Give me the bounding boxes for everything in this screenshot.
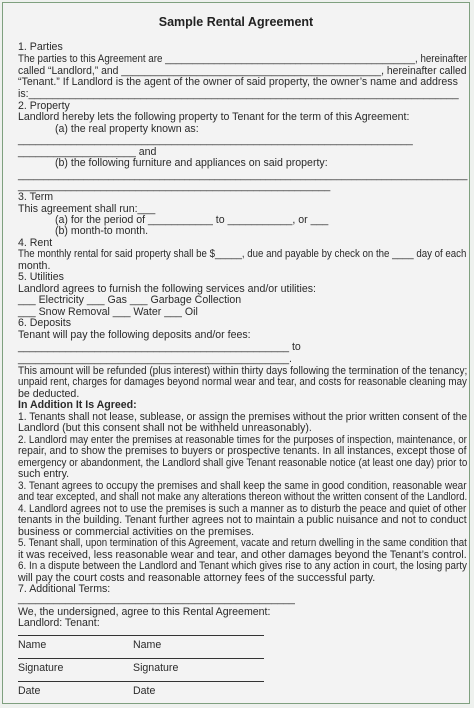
signature-right-rule	[133, 681, 264, 682]
clause-5-line-2: it was received, less reasonable wear and tear, and other damages beyond the Tenant’s control.	[18, 549, 467, 561]
signature-top-rule	[18, 635, 264, 636]
refund-line-3: be deducted.	[18, 388, 80, 400]
name-right-rule	[133, 658, 264, 659]
parties-line-1: The parties to this Agreement are ______________________________________________, hereinafter	[18, 53, 468, 65]
parties-line-4: is:_________________________________________________________________________	[18, 88, 459, 100]
property-item-a: (a) the real property known as:	[55, 123, 199, 135]
parties-line-3: “Tenant.” If Landlord is the agent of the owner of said property, the owner’s name and address	[18, 76, 458, 88]
landlord-tenant-label: Landlord: Tenant:	[18, 617, 100, 629]
term-item-a: (a) for the period of ___________ to ___________, or ___	[55, 214, 329, 226]
document-title: Sample Rental Agreement	[158, 15, 314, 29]
utilities-line-1: Landlord agrees to furnish the following services and/or utilities:	[18, 283, 316, 295]
date-right-label: Date	[133, 685, 156, 697]
signature-left-label: Signature	[18, 662, 64, 674]
section-utilities-heading: 5. Utilities	[18, 271, 64, 283]
section-term-heading: 3. Term	[18, 191, 54, 203]
rent-line-1: The monthly rental for said property shall be $_____, due and payable by check on the ____ day of each	[18, 248, 467, 260]
clause-2-line-1: 2. Landlord may enter the premises at reasonable times for the purposes of inspection, maintenance, or	[18, 434, 467, 446]
clause-5-line-1: 5. Tenant shall, upon termination of this Agreement, vacate and return dwelling in the same condition that	[18, 537, 467, 549]
section-parties-heading: 1. Parties	[18, 41, 63, 53]
clause-4-line-2: tenants in the building. Tenant further agrees not to maintain a public nuisance and not to conduct	[18, 514, 467, 526]
rental-agreement-page	[2, 2, 470, 704]
name-left-rule	[18, 658, 136, 659]
name-left-label: Name	[18, 639, 47, 651]
clause-4-line-1: 4. Landlord agrees not to use the premises is such a manner as to disturb the peace and quiet of other	[18, 503, 467, 515]
deposits-blank-1: ______________________________________________ to	[18, 341, 301, 353]
clause-2-line-2: repair, and to show the premises to buyers or prospective tenants. In all instances, except those of	[18, 445, 467, 457]
clause-2-line-4: such entry.	[18, 468, 70, 480]
section-rent-heading: 4. Rent	[18, 237, 53, 249]
clause-1-line-2: Landlord (but this consent shall not be withheld unreasonably).	[18, 422, 312, 434]
clause-1-line-1: 1. Tenants shall not lease, sublease, or assign the premises without the prior written consent of the	[18, 411, 468, 423]
clause-2-line-3: emergency or abandonment, the Landlord shall give Tenant reasonable notice (at least one day) prior to	[18, 457, 468, 469]
clause-3-line-2: and tear excepted, and shall not make any alterations thereon without the written consent of the Landlord.	[18, 491, 468, 503]
property-blank-4: _____________________________________________________	[18, 180, 331, 192]
property-line-1: Landlord hereby lets the following property to Tenant for the term of this Agreement:	[18, 111, 410, 123]
clause-6-line-2: will pay the court costs and reasonable attorney fees of the successful party.	[18, 572, 376, 584]
utilities-options-2: ___ Snow Removal ___ Water ___ Oil	[18, 306, 198, 318]
property-blank-1: ___________________________________________________________________	[18, 134, 413, 146]
parties-line-2: called “Landlord,” and _____________________________________________, hereinafter called	[18, 65, 467, 77]
signature-left-rule	[18, 681, 136, 682]
additional-terms-blank: _______________________________________________	[18, 593, 295, 605]
clause-7-heading: 7. Additional Terms:	[18, 583, 111, 595]
term-item-b: (b) month-to month.	[55, 225, 149, 237]
term-line-1: This agreement shall run:___	[18, 203, 156, 215]
section-deposits-heading: 6. Deposits	[18, 317, 71, 329]
signature-right-label: Signature	[133, 662, 179, 674]
deposits-line-1: Tenant will pay the following deposits and/or fees:	[18, 329, 251, 341]
additional-heading: In Addition It Is Agreed:	[18, 399, 137, 411]
date-left-label: Date	[18, 685, 41, 697]
clause-4-line-3: business or commercial activities on the premises.	[18, 526, 255, 538]
refund-line-2: unpaid rent, charges for damages beyond normal wear and tear, and costs for reasonable cleaning may	[18, 376, 467, 388]
refund-line-1: This amount will be refunded (plus interest) within thirty days following the termination of the tenancy;	[18, 365, 468, 377]
rent-line-2: month.	[18, 260, 51, 272]
property-item-b: (b) the following furniture and appliances on said property:	[55, 157, 328, 169]
name-right-label: Name	[133, 639, 162, 651]
utilities-options-1: ___ Electricity ___ Gas ___ Garbage Collection	[18, 294, 242, 306]
section-property-heading: 2. Property	[18, 100, 70, 112]
undersigned-line: We, the undersigned, agree to this Rental Agreement:	[18, 606, 271, 618]
property-blank-2: ____________________ and	[18, 146, 157, 158]
property-blank-3: _________________________________________________________________________________________	[18, 169, 468, 181]
clause-3-line-1: 3. Tenant agrees to occupy the premises and shall keep the same in good condition, reasonable wear	[18, 480, 467, 492]
deposits-blank-2: ______________________________________________.	[18, 353, 292, 365]
clause-6-line-1: 6. In a dispute between the Landlord and Tenant which gives rise to any action in court, the losing party	[18, 560, 467, 572]
